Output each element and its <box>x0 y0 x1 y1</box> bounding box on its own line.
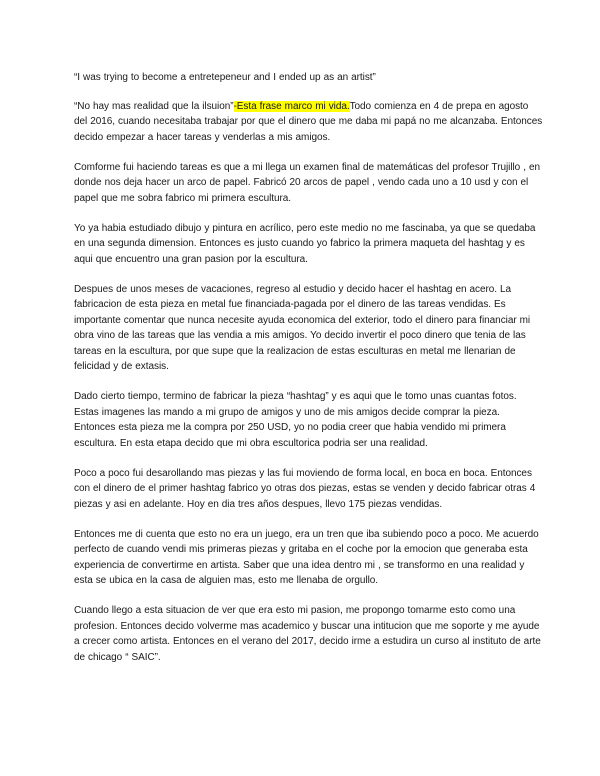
body-paragraph: Poco a poco fui desarollando mas piezas y las fui moviendo de forma local, en boca en boca. Entonces con el dinero de el primer hashtag fabrico yo otras dos piezas, estas se venden y decido fabricar otras 4 piezas y asi en adelante. Hoy en dia tres años despues, llevo 175 piezas vendidas. <box>74 467 536 510</box>
intro-quote: “No hay mas realidad que la ilsuion” <box>74 100 234 112</box>
body-paragraph: Entonces me di cuenta que esto no era un juego, era un tren que iba subiendo poco a poco. Me acuerdo perfecto de cuando vendi mis primeras piezas y gritaba en el coche por la emocion que generaba esta experiencia de convertirme en artista. Saber que una idea dentro mi , se transformo en una realidad y esta se ubica en la casa de alguien mas, esto me llenaba de orgullo. <box>74 528 539 586</box>
body-paragraph: Yo ya habia estudiado dibujo y pintura en acrílico, pero este medio no me fascinaba, ya que se quedaba en una segunda dimension. Entonces es justo cuando yo fabrico la primera maqueta del hashtag y es aqui que encuentro una gran pasion por la escultura. <box>74 222 536 265</box>
document-body <box>74 70 544 680</box>
epigraph-quote: “I was trying to become a entretepeneur and I ended up as an artist” <box>74 72 376 83</box>
body-paragraph: Comforme fui haciendo tareas es que a mi llega un examen final de matemáticas del profesor Trujillo , en donde nos deja hacer un arco de papel. Fabricó 20 arcos de papel , vendo cada uno a 10 usd y con el papel que me sobra fabrico mi primera escultura. <box>74 161 540 204</box>
body-paragraph: Despues de unos meses de vacaciones, regreso al estudio y decido hacer el hashtag en acero. La fabricacion de esta pieza en metal fue financiada-pagada por el dinero de las tareas vendidas. Es importante comentar que nunca necesite ayuda economica del exterior, todo el dinero para financiar mi obra vino de las tareas que las vendia a mis amigos. Yo decido invertir el poco dinero que tenia de las tareas en la escultura, por que supe que la realizacion de estas esculturas en metal me llenarian de felicidad y de extasis. <box>74 283 531 372</box>
intro-paragraph <box>74 99 544 146</box>
body-paragraph: Dado cierto tiempo, termino de fabricar la pieza “hashtag” y es aqui que le tomo unas cuantas fotos. Estas imagenes las mando a mi grupo de amigos y uno de mis amigos decide comprar la pieza. Entonces esta pieza me la compra por 250 USD, yo no podia creer que habia vendido mi primera escultura. En esta etapa decido que mi obra escultorica podria ser una realidad. <box>74 391 517 449</box>
highlighted-phrase: -Esta frase marco mi vida. <box>233 100 350 112</box>
intro-text: Todo comienza en 4 de prepa en agosto del 2016, cuando necesitaba trabajar por que el dinero que me daba mi papá no me alcanzaba. Entonces decido empezar a hacer tareas y venderlas a mis amigos. <box>74 100 543 143</box>
body-paragraph: Cuando llego a esta situacion de ver que era esto mi pasion, me propongo tomarme esto como una profesion. Entonces decido volverme mas academico y buscar una intitucion que me soporte y me ayude a crecer como artista. Entonces en el verano del 2017, decido irme a estudira un curso al instituto de arte de chicago “ SAIC”. <box>74 605 541 663</box>
